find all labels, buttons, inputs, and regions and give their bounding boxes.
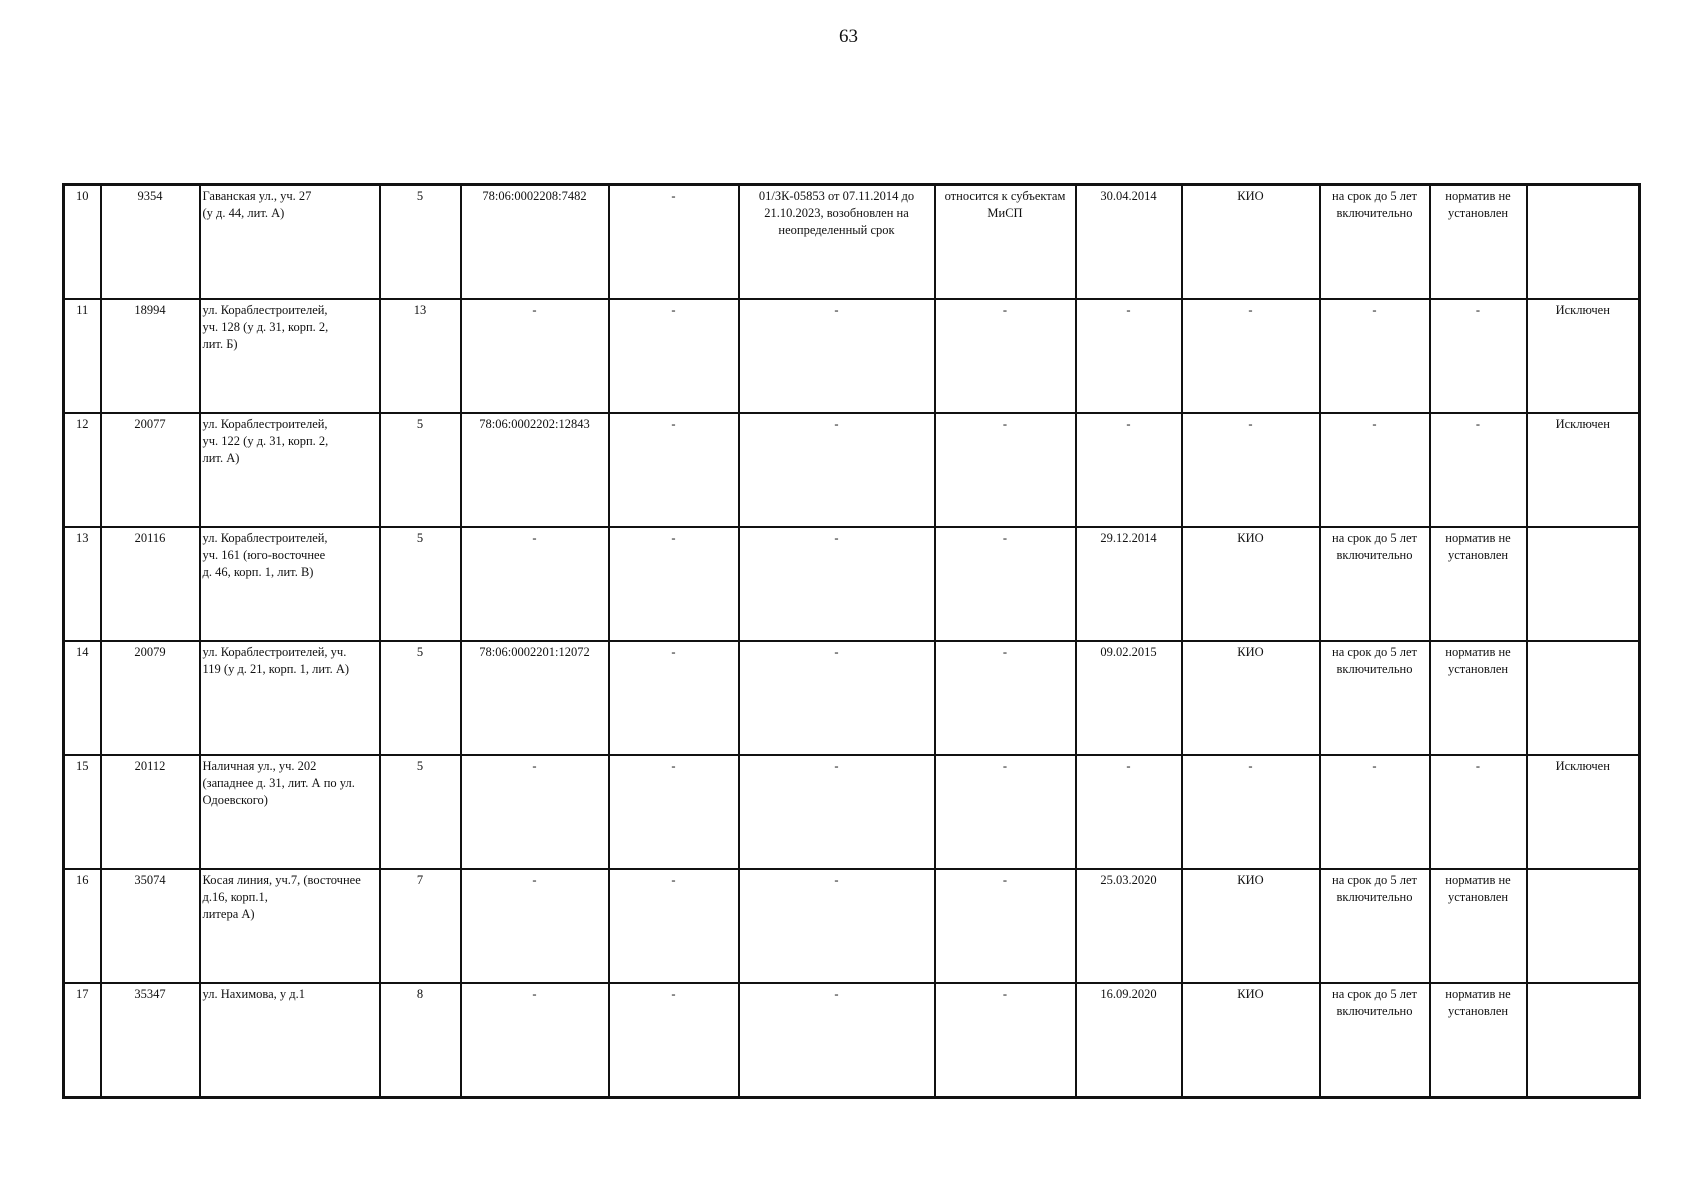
msp-status-cell: - bbox=[935, 299, 1076, 413]
norm-status-cell: норматив не установлен bbox=[1430, 869, 1527, 983]
area-cell: 5 bbox=[380, 413, 461, 527]
norm-status-cell: - bbox=[1430, 755, 1527, 869]
contract-details-cell: - bbox=[739, 641, 935, 755]
note-cell: Исключен bbox=[1527, 413, 1640, 527]
column-6-value-cell: - bbox=[609, 185, 739, 300]
table-row bbox=[64, 755, 1640, 869]
norm-status-cell: норматив не установлен bbox=[1430, 527, 1527, 641]
contract-details-cell: - bbox=[739, 755, 935, 869]
address-cell: Косая линия, уч.7, (восточнее д.16, корп.1, литера А) bbox=[200, 869, 380, 983]
area-cell: 7 bbox=[380, 869, 461, 983]
norm-status-cell: норматив не установлен bbox=[1430, 185, 1527, 300]
msp-status-cell: относится к субъектам МиСП bbox=[935, 185, 1076, 300]
cadastral-number-cell: - bbox=[461, 299, 609, 413]
note-cell bbox=[1527, 869, 1640, 983]
inclusion-date-cell: 09.02.2015 bbox=[1076, 641, 1182, 755]
cadastral-number-cell: 78:06:0002208:7482 bbox=[461, 185, 609, 300]
row-number-cell: 14 bbox=[64, 641, 101, 755]
table-row bbox=[64, 299, 1640, 413]
object-id-cell: 9354 bbox=[101, 185, 200, 300]
address-cell: ул. Кораблестроителей, уч. 161 (юго-восточнее д. 46, корп. 1, лит. В) bbox=[200, 527, 380, 641]
contract-details-cell: - bbox=[739, 869, 935, 983]
row-number-cell: 11 bbox=[64, 299, 101, 413]
responsible-org-cell: КИО bbox=[1182, 527, 1320, 641]
msp-status-cell: - bbox=[935, 413, 1076, 527]
row-number-cell: 12 bbox=[64, 413, 101, 527]
cadastral-number-cell: - bbox=[461, 755, 609, 869]
area-cell: 13 bbox=[380, 299, 461, 413]
address-cell: ул. Кораблестроителей, уч. 119 (у д. 21, корп. 1, лит. А) bbox=[200, 641, 380, 755]
responsible-org-cell: - bbox=[1182, 755, 1320, 869]
note-cell bbox=[1527, 641, 1640, 755]
column-6-value-cell: - bbox=[609, 755, 739, 869]
norm-status-cell: - bbox=[1430, 413, 1527, 527]
contract-details-cell: - bbox=[739, 983, 935, 1098]
object-id-cell: 35074 bbox=[101, 869, 200, 983]
row-number-cell: 17 bbox=[64, 983, 101, 1098]
note-cell: Исключен bbox=[1527, 755, 1640, 869]
note-cell bbox=[1527, 185, 1640, 300]
contract-details-cell: - bbox=[739, 299, 935, 413]
msp-status-cell: - bbox=[935, 641, 1076, 755]
area-cell: 8 bbox=[380, 983, 461, 1098]
responsible-org-cell: КИО bbox=[1182, 185, 1320, 300]
placement-term-cell: - bbox=[1320, 299, 1430, 413]
responsible-org-cell: - bbox=[1182, 299, 1320, 413]
inclusion-date-cell: 29.12.2014 bbox=[1076, 527, 1182, 641]
msp-status-cell: - bbox=[935, 755, 1076, 869]
inclusion-date-cell: 25.03.2020 bbox=[1076, 869, 1182, 983]
norm-status-cell: норматив не установлен bbox=[1430, 641, 1527, 755]
table-row bbox=[64, 413, 1640, 527]
table-row bbox=[64, 869, 1640, 983]
msp-status-cell: - bbox=[935, 527, 1076, 641]
column-6-value-cell: - bbox=[609, 527, 739, 641]
object-id-cell: 18994 bbox=[101, 299, 200, 413]
table-row bbox=[64, 983, 1640, 1098]
placement-term-cell: на срок до 5 лет включительно bbox=[1320, 527, 1430, 641]
placement-term-cell: - bbox=[1320, 755, 1430, 869]
object-id-cell: 20112 bbox=[101, 755, 200, 869]
placement-term-cell: на срок до 5 лет включительно bbox=[1320, 983, 1430, 1098]
responsible-org-cell: КИО bbox=[1182, 641, 1320, 755]
registry-table bbox=[62, 183, 1641, 1099]
inclusion-date-cell: - bbox=[1076, 413, 1182, 527]
address-cell: ул. Нахимова, у д.1 bbox=[200, 983, 380, 1098]
norm-status-cell: - bbox=[1430, 299, 1527, 413]
cadastral-number-cell: - bbox=[461, 983, 609, 1098]
object-id-cell: 20079 bbox=[101, 641, 200, 755]
area-cell: 5 bbox=[380, 527, 461, 641]
placement-term-cell: на срок до 5 лет включительно bbox=[1320, 641, 1430, 755]
cadastral-number-cell: - bbox=[461, 527, 609, 641]
column-6-value-cell: - bbox=[609, 869, 739, 983]
cadastral-number-cell: 78:06:0002201:12072 bbox=[461, 641, 609, 755]
area-cell: 5 bbox=[380, 641, 461, 755]
inclusion-date-cell: 30.04.2014 bbox=[1076, 185, 1182, 300]
responsible-org-cell: КИО bbox=[1182, 983, 1320, 1098]
inclusion-date-cell: - bbox=[1076, 755, 1182, 869]
address-cell: Гаванская ул., уч. 27 (у д. 44, лит. А) bbox=[200, 185, 380, 300]
column-6-value-cell: - bbox=[609, 983, 739, 1098]
placement-term-cell: - bbox=[1320, 413, 1430, 527]
note-cell bbox=[1527, 983, 1640, 1098]
page-number: 63 bbox=[839, 26, 858, 47]
object-id-cell: 20077 bbox=[101, 413, 200, 527]
address-cell: Наличная ул., уч. 202 (западнее д. 31, лит. А по ул. Одоевского) bbox=[200, 755, 380, 869]
contract-details-cell: 01/ЗК-05853 от 07.11.2014 до 21.10.2023, возобновлен на неопределенный срок bbox=[739, 185, 935, 300]
column-6-value-cell: - bbox=[609, 641, 739, 755]
table-row bbox=[64, 641, 1640, 755]
column-6-value-cell: - bbox=[609, 299, 739, 413]
norm-status-cell: норматив не установлен bbox=[1430, 983, 1527, 1098]
cadastral-number-cell: - bbox=[461, 869, 609, 983]
area-cell: 5 bbox=[380, 185, 461, 300]
cadastral-number-cell: 78:06:0002202:12843 bbox=[461, 413, 609, 527]
responsible-org-cell: - bbox=[1182, 413, 1320, 527]
row-number-cell: 10 bbox=[64, 185, 101, 300]
placement-term-cell: на срок до 5 лет включительно bbox=[1320, 869, 1430, 983]
note-cell bbox=[1527, 527, 1640, 641]
table-row bbox=[64, 185, 1640, 300]
object-id-cell: 20116 bbox=[101, 527, 200, 641]
msp-status-cell: - bbox=[935, 983, 1076, 1098]
object-id-cell: 35347 bbox=[101, 983, 200, 1098]
address-cell: ул. Кораблестроителей, уч. 128 (у д. 31, корп. 2, лит. Б) bbox=[200, 299, 380, 413]
table-row bbox=[64, 527, 1640, 641]
row-number-cell: 15 bbox=[64, 755, 101, 869]
msp-status-cell: - bbox=[935, 869, 1076, 983]
inclusion-date-cell: - bbox=[1076, 299, 1182, 413]
row-number-cell: 13 bbox=[64, 527, 101, 641]
contract-details-cell: - bbox=[739, 413, 935, 527]
responsible-org-cell: КИО bbox=[1182, 869, 1320, 983]
column-6-value-cell: - bbox=[609, 413, 739, 527]
registry-body bbox=[64, 185, 1640, 1098]
placement-term-cell: на срок до 5 лет включительно bbox=[1320, 185, 1430, 300]
contract-details-cell: - bbox=[739, 527, 935, 641]
inclusion-date-cell: 16.09.2020 bbox=[1076, 983, 1182, 1098]
address-cell: ул. Кораблестроителей, уч. 122 (у д. 31, корп. 2, лит. А) bbox=[200, 413, 380, 527]
row-number-cell: 16 bbox=[64, 869, 101, 983]
area-cell: 5 bbox=[380, 755, 461, 869]
note-cell: Исключен bbox=[1527, 299, 1640, 413]
